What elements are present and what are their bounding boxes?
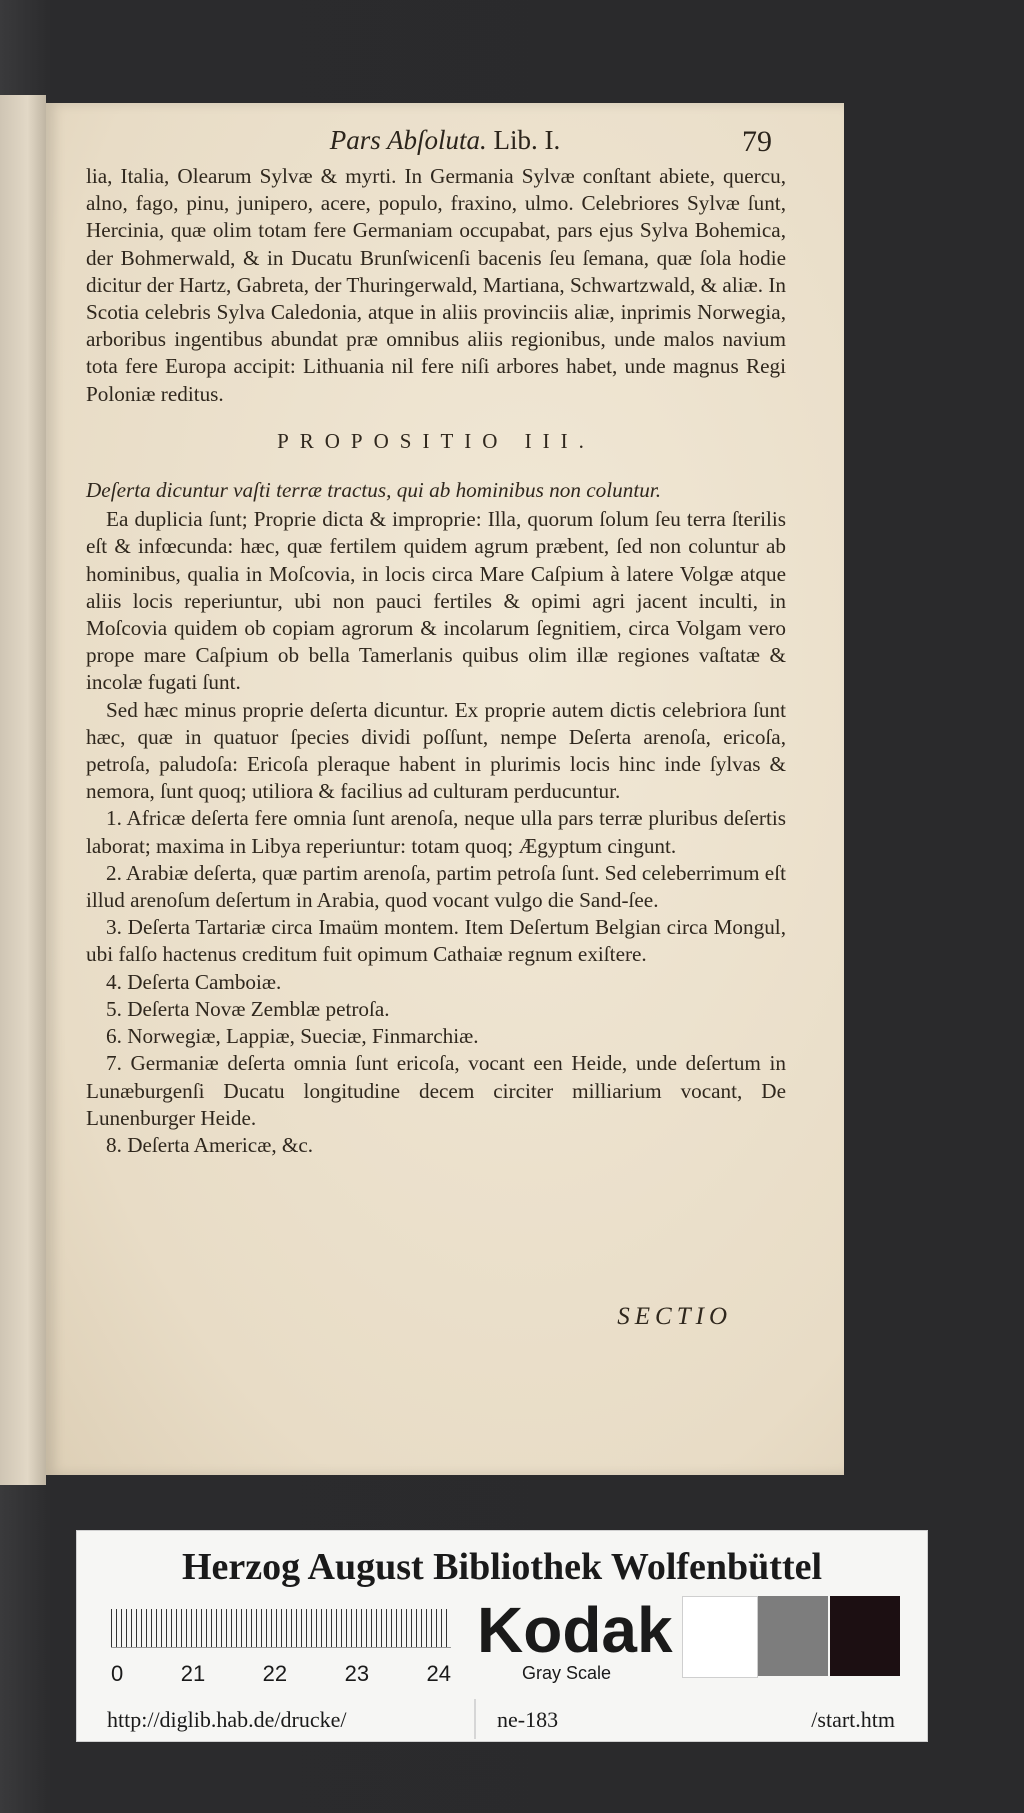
ruler-label: 23 xyxy=(344,1661,370,1686)
paragraph-one: Ea duplicia ſunt; Proprie dicta & improprie: Illa, quorum ſolum ſeu terra ſterilis eſt & infœcunda: hæc, quæ fertilem quidem agrum præbent, ſed non coluntur ab hominibus, qualia in Moſcovia, in locis circa Mare Caſpium à latere Volgæ atque aliis locis reperiuntur, ubi non pauci fertiles & opimi agri jacent inculti, in Moſcovia quidem ob copiam agrorum & incolarum ſegnitiem, circa Volgam vero prope mare Caſpium ob bella Tamerlanis quibus olim illæ regiones vaſtatæ & incolæ fugati ſunt. xyxy=(86,507,786,695)
list-item-5: 5. Deſerta Novæ Zemblæ petroſa. xyxy=(106,996,390,1021)
proposition-heading: PROPOSITIO III. xyxy=(277,428,595,453)
list-item-6: 6. Norwegiæ, Lappiæ, Sueciæ, Finmarchiæ. xyxy=(106,1024,479,1049)
ruler-label: 24 xyxy=(426,1661,451,1686)
kodak-logo: Kodak xyxy=(477,1594,673,1666)
measurement-ruler xyxy=(111,1609,451,1648)
running-head-lib: Lib. I. xyxy=(493,125,561,155)
list-item-3: 3. Deſerta Tartariæ circa Imaüm montem. Item Deſertum Belgian circa Mongul, ubi falſo hactenus creditum fuit opimum Cathaiæ regnum exiſtere. xyxy=(86,915,786,967)
running-head xyxy=(46,125,844,156)
white-swatch xyxy=(682,1596,758,1678)
facing-page-edge xyxy=(0,95,46,1485)
catchword: SECTIO xyxy=(617,1303,732,1330)
list-item-7: 7. Germaniæ deſerta omnia ſunt ericoſa, vocant een Heide, unde deſertum in Lunæburgenſi Ducatu longitudine decem circiter milliarium vocant, De Lunenburger Heide. xyxy=(86,1051,786,1130)
list-item-2: 2. Arabiæ deſerta, quæ partim arenoſa, partim petroſa ſunt. Sed celeberrimum eſt illud arenoſum deſertum in Arabia, quod vocant vulgo die Sand-ſee. xyxy=(86,860,786,913)
paragraph-two: Sed hæc minus proprie deſerta dicuntur. Ex proprie autem dictis celebriora ſunt hæc, quæ in quatuor ſpecies dividi poſſunt, nempe Deſerta arenoſa, ericoſa, petroſa, paludoſa: Ericoſa pleraque habent in plurimis locis hinc inde ſylvas & nemora, ſunt quoq; utiliora & facilius ad culturam perducuntur. xyxy=(86,697,786,804)
running-head-pars: Pars Abſoluta. xyxy=(329,125,487,155)
body-text xyxy=(86,163,786,1159)
page-number: 79 xyxy=(742,125,772,158)
book-page xyxy=(46,103,844,1475)
ruler-label: 22 xyxy=(262,1661,288,1686)
card-divider xyxy=(474,1699,476,1739)
url-shelfmark: ne-183 xyxy=(497,1707,559,1732)
library-name: Herzog August Bibliothek Wolfenbüttel xyxy=(181,1546,823,1588)
proposition-thesis: Deſerta dicuntur vaſti terræ tractus, qui ab hominibus non coluntur. xyxy=(86,478,661,503)
list-item-8: 8. Deſerta Americæ, &c. xyxy=(106,1132,314,1157)
url-base: http://diglib.hab.de/drucke/ xyxy=(107,1707,347,1732)
opening-paragraph: lia, Italia, Olearum Sylvæ & myrti. In Germania Sylvæ conſtant abiete, quercu, alno, fago, pinu, junipero, acere, populo, fraxino, ulmo. Celebriores Sylvæ ſunt, Hercinia, quæ olim totam fere Germaniam occupabat, pars ejus Sylva Bohemica, der Bohmerwald, & in Ducatu Brunſwicenſi bacenis ſeu ſemana, quæ ſola hodie dicitur der Hartz, Gabreta, der Thuringerwald, Martiana, Schwartzwald, & aliæ. In Scotia celebris Sylva Caledonia, atque in aliis provinciis aliæ, inprimis Norwegia, arboribus ingentibus abundat præ omnibus aliis regionibus, unde malos navium tota fere Europa accipit: Lithuania nil fere niſi arbores habet, unde magnus Regi Poloniæ reditus. xyxy=(86,164,786,406)
ruler-labels xyxy=(111,1661,451,1687)
list-item-1: 1. Africæ deſerta fere omnia ſunt arenoſa, neque ulla pars terræ pluribus deſertis laborat; maxima in Libya reperiuntur: totam quoq; Ægyptum cingunt. xyxy=(86,806,786,858)
gray-swatch xyxy=(758,1596,828,1676)
list-item-4: 4. Deſerta Camboiæ. xyxy=(106,969,282,994)
ruler-label: 0 xyxy=(111,1661,124,1686)
color-target-card xyxy=(76,1530,928,1742)
gray-scale-label: Gray Scale xyxy=(522,1663,612,1683)
url-suffix: /start.htm xyxy=(811,1707,895,1732)
ruler-label: 21 xyxy=(180,1661,206,1686)
black-swatch xyxy=(830,1596,900,1676)
